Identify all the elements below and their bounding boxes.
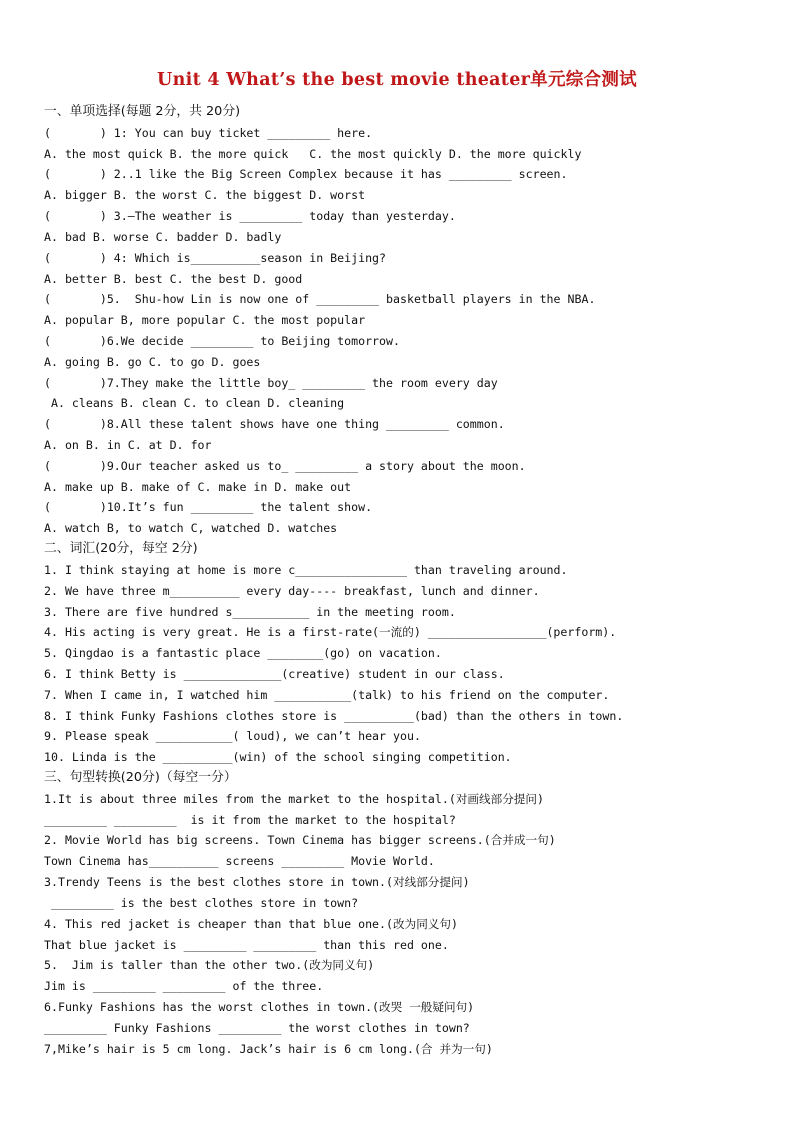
worksheet-body — [44, 102, 774, 1059]
question-line: 1. I think staying at home is more c________________ than traveling around. — [44, 562, 568, 577]
question-line: That blue jacket is _________ _________ than this red one. — [44, 937, 449, 952]
question-line: 8. I think Funky Fashions clothes store is __________(bad) than the others in town. — [44, 708, 624, 723]
question-line: 1.It is about three miles from the market to the hospital.(对画线部分提问) — [44, 791, 544, 806]
section-heading: 三、句型转换(20分)（每空一分） — [44, 770, 237, 785]
question-line: 2. We have three m__________ every day---- breakfast, lunch and dinner. — [44, 583, 540, 598]
question-line: 6.Funky Fashions has the worst clothes in town.(改哭 一般疑问句) — [44, 999, 475, 1014]
question-line: ( ) 1: You can buy ticket _________ here. — [44, 125, 373, 140]
question-line: ( )6.We decide _________ to Beijing tomorrow. — [44, 333, 400, 348]
question-line: 3.Trendy Teens is the best clothes store in town.(对线部分提问) — [44, 875, 470, 890]
answer-options: A. the most quick B. the more quick C. the most quickly D. the more quickly — [44, 146, 582, 161]
answer-options: A. bigger B. the worst C. the biggest D. worst — [44, 188, 366, 203]
answer-options: A. popular B, more popular C. the most popular — [44, 313, 366, 328]
question-line: Town Cinema has__________ screens _________ Movie World. — [44, 854, 435, 869]
answer-options: A. watch B, to watch C, watched D. watches — [44, 521, 338, 536]
question-line: _________ Funky Fashions _________ the worst clothes in town? — [44, 1020, 470, 1035]
question-line: ( )7.They make the little boy_ _________ the room every day — [44, 375, 498, 390]
question-line: ( )5. Shu-how Lin is now one of _________ basketball players in the NBA. — [44, 292, 596, 307]
answer-options: A. going B. go C. to go D. goes — [44, 354, 261, 369]
answer-options: A. on B. in C. at D. for — [44, 438, 212, 452]
question-line: ( ) 3.—The weather is _________ today than yesterday. — [44, 209, 456, 224]
section-heading: 一、单项选择(每题 2分，共 20分) — [44, 104, 241, 119]
question-line: _________ is the best clothes store in town? — [44, 895, 359, 910]
answer-options: A. cleans B. clean C. to clean D. cleaning — [44, 396, 345, 411]
question-line: 3. There are five hundred s___________ in the meeting room. — [44, 604, 456, 619]
question-line: ( )9.Our teacher asked us to_ _________ a story about the moon. — [44, 458, 526, 473]
question-line: 2. Movie World has big screens. Town Cinema has bigger screens.(合并成一句) — [44, 833, 556, 848]
question-line: 4. His acting is very great. He is a first-rate(一流的) _________________(perform). — [44, 625, 617, 640]
question-line: _________ _________ is it from the market to the hospital? — [44, 812, 456, 827]
question-line: 4. This red jacket is cheaper than that blue one.(改为同义句) — [44, 916, 458, 931]
question-line: Jim is _________ _________ of the three. — [44, 979, 324, 994]
question-line: 5. Qingdao is a fantastic place ________(go) on vacation. — [44, 646, 442, 661]
question-line: ( )8.All these talent shows have one thing _________ common. — [44, 417, 505, 432]
answer-options: A. better B. best C. the best D. good — [44, 271, 303, 286]
question-line: ( ) 4: Which is__________season in Beijing? — [44, 250, 387, 265]
page-title: Unit 4 What’s the best movie theater单元综合测试 — [157, 70, 637, 90]
question-line: 6. I think Betty is ______________(creative) student in our class. — [44, 666, 505, 681]
question-line: 7,Mike’s hair is 5 cm long. Jack’s hair is 6 cm long.(合 并为一句) — [44, 1041, 493, 1056]
question-line: 5. Jim is taller than the other two.(改为同义句) — [44, 958, 375, 973]
answer-options: A. bad B. worse C. badder D. badly — [44, 229, 282, 244]
answer-options: A. make up B. make of C. make in D. make out — [44, 479, 352, 494]
question-line: ( )10.It’s fun _________ the talent show. — [44, 500, 373, 515]
question-line: 7. When I came in, I watched him ___________(talk) to his friend on the computer. — [44, 687, 610, 702]
section-heading: 二、词汇(20分，每空 2分) — [44, 541, 198, 557]
question-line: 9. Please speak ___________( loud), we can’t hear you. — [44, 729, 421, 744]
question-line: 10. Linda is the __________(win) of the school singing competition. — [44, 750, 512, 765]
question-line: ( ) 2..1 like the Big Screen Complex because it has _________ screen. — [44, 167, 568, 182]
